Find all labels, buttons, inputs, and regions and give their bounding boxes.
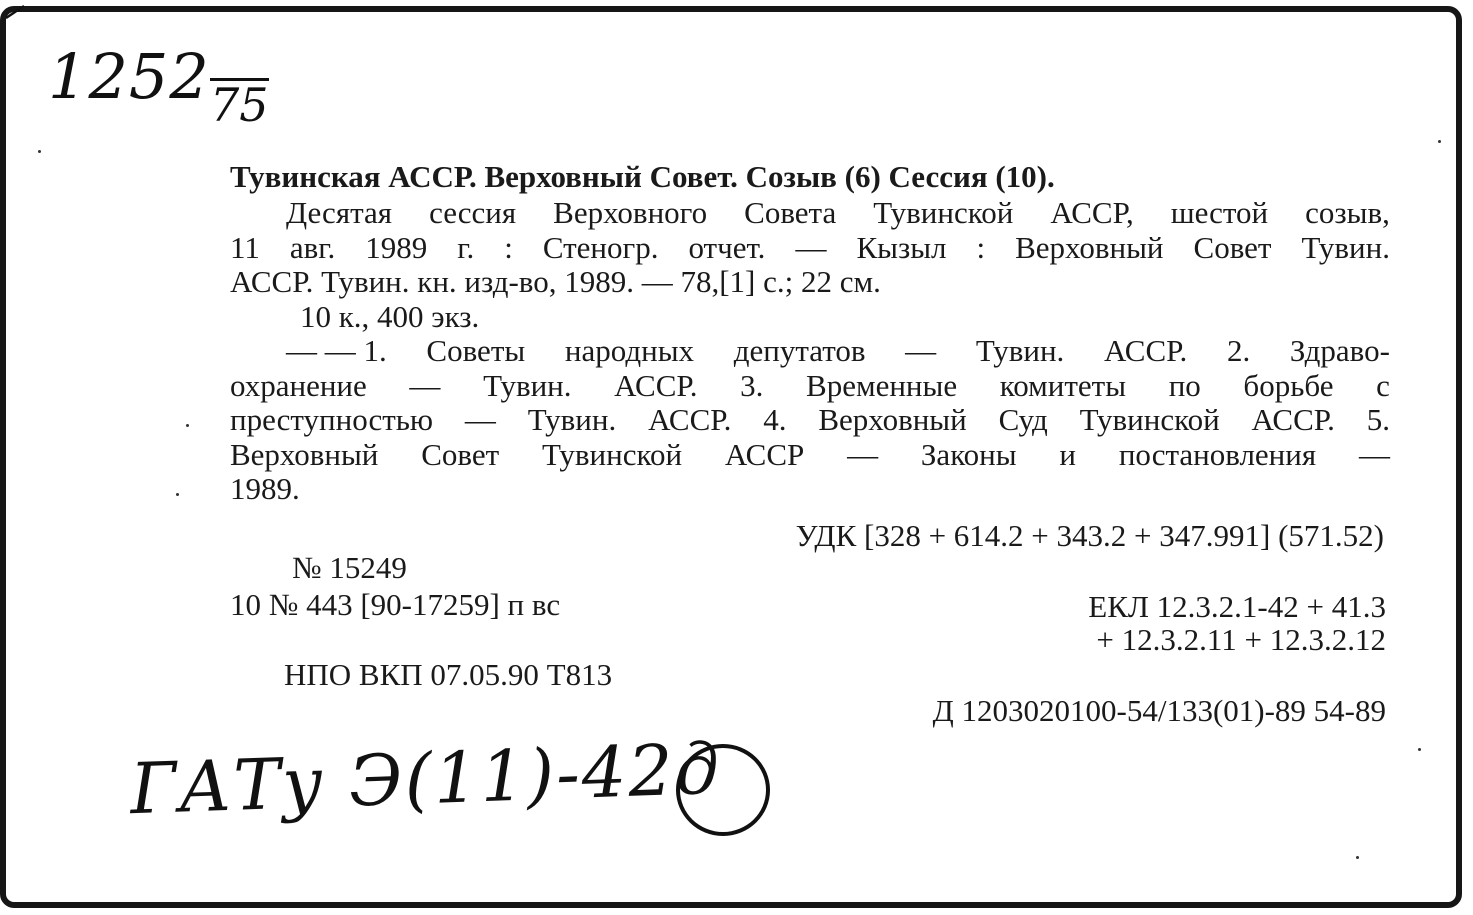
- subject-word: преступностью: [230, 402, 434, 437]
- handwritten-catalog-number: 1252: [48, 40, 210, 113]
- subject-word: АССР.: [1103, 333, 1188, 368]
- description-word: :: [976, 229, 986, 265]
- description-word: авг.: [289, 229, 336, 265]
- subject-word: охранение: [230, 367, 367, 403]
- handwritten-catalog-sub: 75: [210, 78, 269, 132]
- subject-line-2: [230, 369, 1390, 404]
- subject-word: 5.: [1366, 402, 1390, 437]
- description-word: Верховный: [1015, 229, 1164, 265]
- description-word: 11: [230, 229, 260, 265]
- subject-word: комитеты: [999, 367, 1127, 403]
- description-word: Совета: [744, 195, 837, 230]
- subject-word: с: [1376, 367, 1390, 403]
- description-word: Совет: [1193, 229, 1272, 265]
- description-word: :: [504, 229, 513, 265]
- description-word: Верховного: [553, 195, 708, 230]
- d-code-line: Д 1203020100-54/133(01)-89 54-89: [932, 693, 1386, 728]
- handwritten-archive-code: ГАТу Э(11)-42д: [128, 727, 723, 831]
- subject-word: Тувинской: [541, 436, 683, 472]
- speck: [38, 150, 41, 153]
- speck: [186, 424, 189, 427]
- subject-line-1: [230, 334, 1390, 369]
- subject-word: борьбе: [1243, 367, 1334, 403]
- subject-word: —: [464, 402, 496, 437]
- subject-word: Суд: [998, 402, 1048, 437]
- subject-word: Временные: [806, 367, 958, 403]
- speck: [1418, 748, 1421, 751]
- subject-word: Советы: [426, 333, 526, 368]
- subject-word: Тувинской: [1079, 402, 1220, 437]
- subject-word: по: [1168, 367, 1201, 403]
- description-word: отчет.: [688, 229, 766, 265]
- description-word: созыв,: [1305, 195, 1390, 230]
- subject-word: постановления: [1118, 436, 1317, 472]
- subject-word: —: [409, 367, 441, 403]
- description-word: Тувин.: [1301, 229, 1390, 265]
- description-line-2: [230, 231, 1390, 266]
- subject-word: 3.: [740, 367, 764, 403]
- description-word: Тувинской: [873, 195, 1014, 230]
- subject-word: Совет: [421, 436, 500, 472]
- card-title: Тувинская АССР. Верховный Совет. Созыв (6) Сессия (10).: [230, 159, 1055, 194]
- subject-word: 2.: [1226, 333, 1251, 368]
- corner-tick-mark: [4, 4, 26, 20]
- speck: [176, 493, 179, 496]
- subject-word: — — 1.: [286, 333, 387, 368]
- subject-word: Тувин.: [527, 402, 617, 437]
- udk-classification: УДК [328 + 614.2 + 343.2 + 347.991] (571.52): [795, 518, 1384, 553]
- subject-word: Здраво-: [1289, 333, 1390, 368]
- speck: [1438, 140, 1441, 143]
- subject-line-4: [230, 438, 1390, 473]
- description-word: Десятая: [286, 195, 393, 230]
- subject-word: Тувин.: [483, 367, 572, 403]
- description-word: г.: [457, 229, 475, 265]
- subject-word: Верховный: [230, 436, 379, 472]
- subject-word: —: [905, 333, 937, 368]
- subject-word: Тувин.: [975, 333, 1065, 368]
- card-body: [230, 196, 1390, 507]
- description-word: Кызыл: [856, 229, 947, 265]
- subject-word: АССР: [724, 436, 805, 472]
- description-word: АССР,: [1050, 195, 1134, 230]
- subject-word: АССР.: [648, 402, 732, 437]
- subject-word: 4.: [763, 402, 787, 437]
- npo-line: НПО ВКП 07.05.90 Т813: [284, 657, 613, 692]
- subject-word: и: [1059, 436, 1077, 472]
- subject-word: Верховный: [818, 402, 967, 437]
- subject-word: АССР.: [614, 367, 698, 403]
- subject-word: народных: [564, 333, 695, 368]
- publisher-line: 10 № 443 [90-17259] п вс: [230, 587, 561, 622]
- description-word: шестой: [1170, 195, 1269, 230]
- description-word: —: [795, 229, 827, 265]
- description-word: 1989: [365, 229, 428, 265]
- description-line-3: АССР. Тувин. кн. изд-во, 1989. — 78,[1] с.; 22 см.: [230, 264, 881, 299]
- subject-word: АССР.: [1251, 402, 1335, 437]
- speck: [1356, 856, 1359, 859]
- ekl-line-1: ЕКЛ 12.3.2.1-42 + 41.3: [1088, 589, 1386, 624]
- description-word: сессия: [429, 195, 517, 230]
- subject-word: —: [1358, 436, 1390, 472]
- record-number: № 15249: [292, 550, 407, 585]
- subject-word: Законы: [920, 436, 1017, 472]
- punch-hole-circle: [676, 744, 770, 836]
- description-line-1: [230, 196, 1390, 231]
- subject-word: депутатов: [733, 333, 866, 368]
- subject-line-3: [230, 403, 1390, 438]
- ekl-line-2: + 12.3.2.11 + 12.3.2.12: [1096, 622, 1386, 657]
- subject-word: —: [847, 436, 879, 472]
- subject-line-5: 1989.: [230, 471, 300, 506]
- description-word: Стеногр.: [542, 229, 659, 265]
- price-line: 10 к., 400 экз.: [300, 298, 480, 334]
